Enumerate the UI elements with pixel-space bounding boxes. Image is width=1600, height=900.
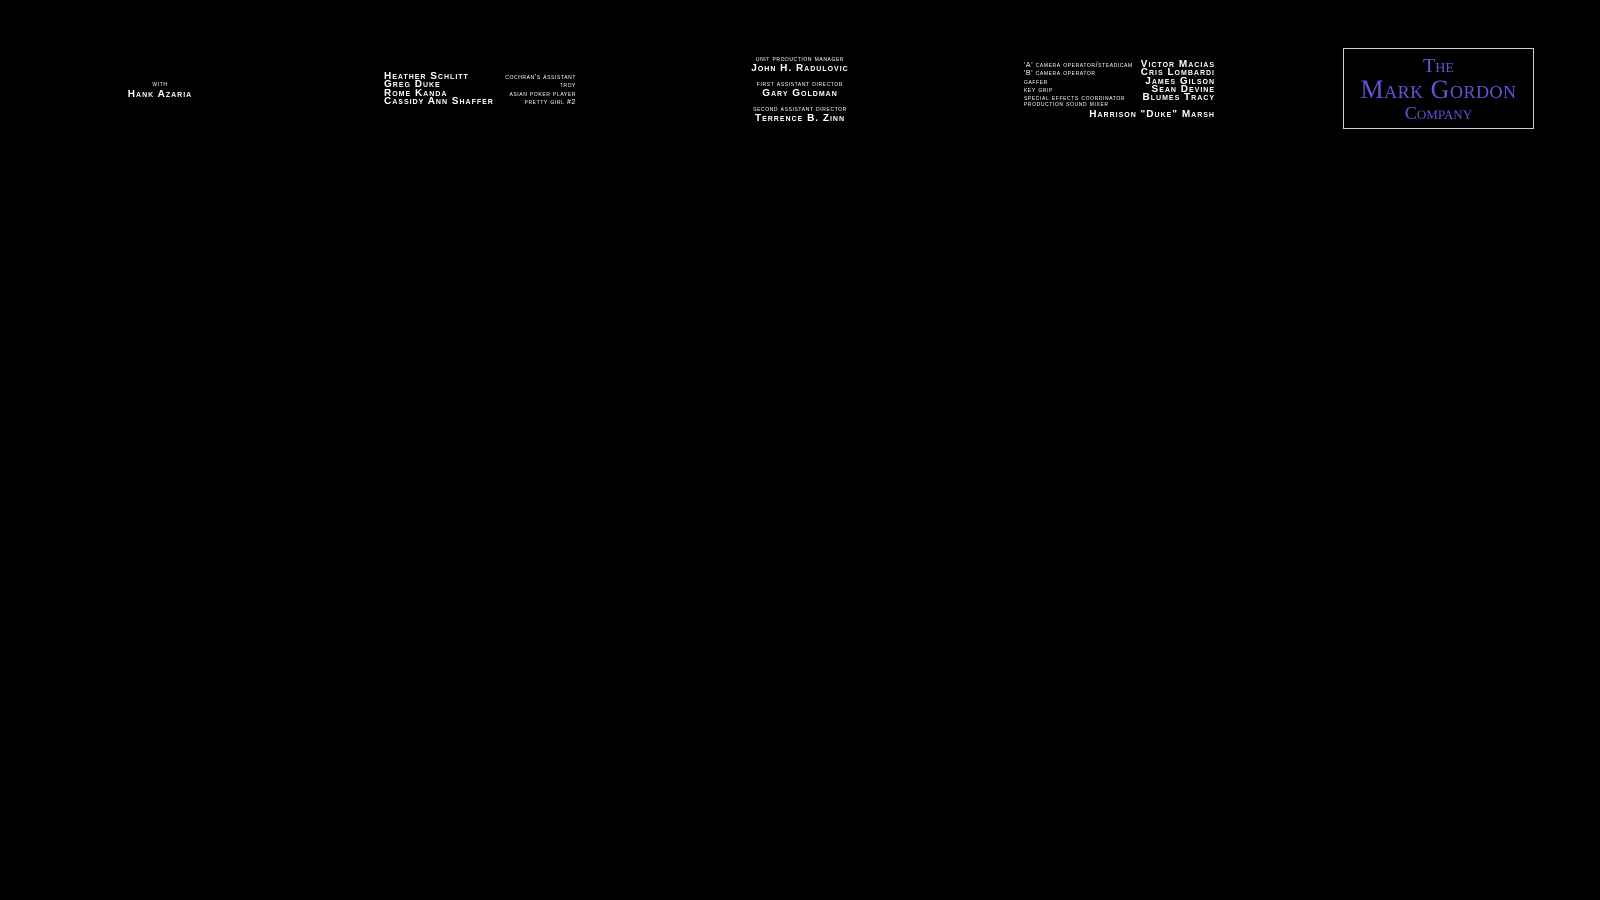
camera-row <box>1024 110 1215 118</box>
credit-name: Hank Azaria <box>127 89 193 100</box>
crew-list <box>738 56 862 131</box>
camera-name: James Gilson <box>1145 75 1215 87</box>
logo-text-name: Mark Gordon <box>1360 74 1517 104</box>
sound-role: production sound mixer <box>1024 101 1109 109</box>
logo-text-the: The <box>1423 54 1454 77</box>
camera-role: gaffer <box>1024 78 1048 86</box>
crew-name: Gary Goldman <box>762 88 838 99</box>
crew-credit <box>738 81 862 99</box>
camera-name: Cris Lombardi <box>1140 67 1215 79</box>
crew-role: second assistant director <box>753 106 847 113</box>
camera-crew-list <box>1024 60 1215 118</box>
camera-role: special effects coordinator <box>1024 95 1126 103</box>
camera-row <box>1024 92 1215 104</box>
camera-role: 'B' camera operator <box>1024 70 1096 78</box>
crew-credit <box>738 106 862 124</box>
company-logo <box>1343 48 1534 129</box>
crew-role: unit production manager <box>755 56 845 63</box>
credit-with-block <box>120 81 200 100</box>
crew-name: John H. Radulovic <box>751 63 849 74</box>
cast-name: Greg Duke <box>384 79 441 91</box>
camera-name: Victor Macias <box>1140 59 1215 70</box>
camera-name: Sean Devine <box>1151 83 1215 95</box>
camera-name: Blumes Tracy <box>1142 92 1215 104</box>
crew-name: Terrence B. Zinn <box>754 113 846 124</box>
camera-role: key grip <box>1024 86 1053 94</box>
crew-role: first assistant director <box>756 81 844 88</box>
cast-list <box>384 72 576 105</box>
crew-credit <box>738 56 862 74</box>
cast-row <box>384 97 576 105</box>
camera-role: 'A' camera operator/steadicam <box>1024 62 1133 69</box>
cast-name: Rome Kanda <box>384 87 448 99</box>
cast-name: Heather Schlitt <box>384 71 469 82</box>
cast-role: asian poker player <box>509 90 576 98</box>
credit-role: with <box>152 81 168 88</box>
cast-role: pretty girl #2 <box>524 98 576 106</box>
cast-role: cochran's assistant <box>505 74 576 81</box>
cast-role: troy <box>559 82 576 90</box>
sound-name: Harrison "Duke" Marsh <box>1089 108 1215 120</box>
logo-text-company: Company <box>1404 102 1473 123</box>
cast-name: Cassidy Ann Shaffer <box>384 95 494 107</box>
